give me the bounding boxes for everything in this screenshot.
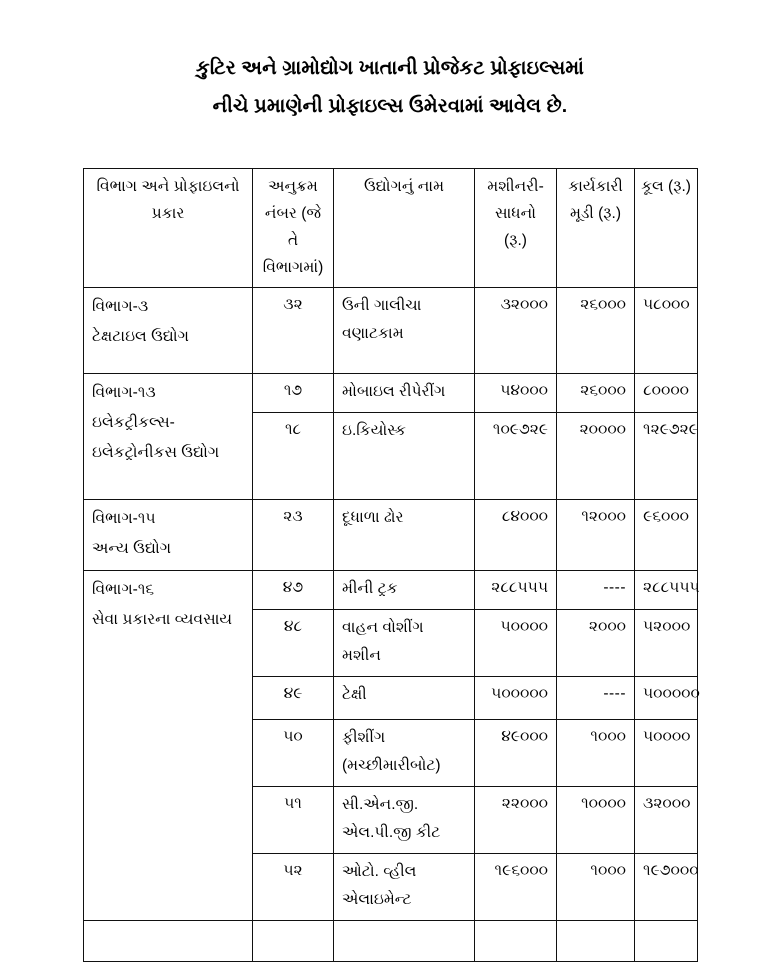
industry-name-line: મોબાઇલ રીપેરીંગ [342,383,446,400]
department-line: ઇલેકટ્રીકલ્સ- [92,414,175,431]
cell-working-capital: ૨૬૦૦૦ [557,288,635,374]
cell-working-capital: ૨૦૦૦ [557,610,635,677]
header-line: મશીનરી- [487,178,544,195]
cell-machinery-cost: ૨૨૦૦૦ [475,787,557,854]
industry-name-line: (મચ્છીમારીબોટ) [342,757,441,774]
header-line: મૂડી (રૂ.) [569,205,622,222]
header-line: વિભાગ અને પ્રોફાઇલનો [96,178,240,195]
cell-total-cost: ૧૨૯૭૨૯ [635,413,698,500]
table-header [84,169,698,288]
cell-machinery-cost: ૫૪૦૦૦ [475,374,557,413]
cell-industry-name [334,288,475,374]
table-body [84,288,698,962]
industry-name-line: સી.એન.જી. [342,796,419,813]
cell-total-cost [635,921,698,962]
industry-name-line: ટેક્ષી [342,686,367,703]
header-line: વિભાગમાં) [262,259,324,276]
cell-department [84,921,253,962]
table-row [84,288,698,374]
column-header-total [635,169,698,288]
cell-machinery-cost: ૮૪૦૦૦ [475,500,557,571]
cell-machinery-cost: ૩૨૦૦૦ [475,288,557,374]
column-header-department [84,169,253,288]
cell-total-cost: ૯૬૦૦૦ [635,500,698,571]
cell-machinery-cost: ૨૮૮૫૫૫ [475,571,557,610]
column-header-machinery [475,169,557,288]
industry-name-line: મશીન [342,647,381,664]
industry-name-line: ઇ.કિયોસ્ક [342,422,406,439]
cell-working-capital [557,921,635,962]
cell-serial-number: ૧૮ [253,413,334,500]
cell-total-cost: ૧૯૭૦૦૦ [635,854,698,921]
cell-total-cost: ૫૦૦૦૦ [635,720,698,787]
cell-working-capital: ---- [557,571,635,610]
cell-working-capital: ૨૬૦૦૦ [557,374,635,413]
cell-working-capital: ૧૦૦૦૦ [557,787,635,854]
cell-serial-number: ૫૦ [253,720,334,787]
department-line: ટેક્ષટાઇલ ઉદ્યોગ [92,328,189,345]
industry-name-line: વાહન વોશીંગ [342,619,424,636]
cell-serial-number: ૫૨ [253,854,334,921]
cell-total-cost: ૫૮૦૦૦ [635,288,698,374]
cell-department [84,374,253,500]
cell-industry-name [334,374,475,413]
header-line: સાધનો [494,205,537,222]
industry-name-line: મીની ટ્રક [342,580,398,597]
department-line: સેવા પ્રકારના વ્યવસાય [92,611,233,628]
header-line: પ્રકાર [151,205,185,222]
header-line: કૂલ (રૂ.) [641,178,691,195]
table-row [84,571,698,610]
cell-working-capital: ૧૨૦૦૦ [557,500,635,571]
industry-name-line: ઓટો. વ્હીલ [342,863,417,880]
cell-serial-number [253,921,334,962]
cell-industry-name [334,610,475,677]
cell-machinery-cost: ૧૯૬૦૦૦ [475,854,557,921]
industry-name-line: વણાટકામ [342,325,404,342]
department-line: અન્ય ઉદ્યોગ [92,540,172,557]
cell-total-cost: ૩૨૦૦૦ [635,787,698,854]
cell-department [84,500,253,571]
cell-industry-name [334,571,475,610]
header-line: ઉદ્યોગનું નામ [363,178,445,195]
cell-industry-name [334,787,475,854]
cell-total-cost: ૮૦૦૦૦ [635,374,698,413]
cell-serial-number: ૩૨ [253,288,334,374]
table-row [84,374,698,413]
cell-machinery-cost: ૪૯૦૦૦ [475,720,557,787]
header-line: (રૂ.) [504,232,527,249]
industry-name-line: ફીશીંગ [342,729,386,746]
table-row [84,500,698,571]
department-line: વિભાગ-૧૫ [92,510,156,527]
department-line: ઇલેકટ્રોનીકસ ઉદ્યોગ [92,444,220,461]
cell-machinery-cost: ૫૦૦૦૦૦ [475,677,557,720]
profiles-table-container [83,168,700,962]
cell-total-cost: ૫૨૦૦૦ [635,610,698,677]
cell-total-cost: ૫૦૦૦૦૦ [635,677,698,720]
column-header-serial-number [253,169,334,288]
cell-serial-number: ૪૯ [253,677,334,720]
page-title [0,52,780,123]
industry-name-line: એલાઇમેન્ટ [342,891,412,908]
header-line: નંબર (જે તે [264,205,322,249]
cell-serial-number: ૧૭ [253,374,334,413]
cell-industry-name [334,500,475,571]
profiles-table [83,168,698,962]
industry-name-line: એલ.પી.જી કીટ [342,824,441,841]
title-line-2: નીચે પ્રમાણેની પ્રોફાઇલ્સ ઉમેરવામાં આવેલ છે. [212,95,568,117]
column-header-industry-name [334,169,475,288]
cell-industry-name [334,677,475,720]
cell-industry-name [334,921,475,962]
column-header-working-capital [557,169,635,288]
cell-machinery-cost [475,921,557,962]
cell-serial-number: ૨૩ [253,500,334,571]
header-line: કાર્યકારી [568,178,623,195]
cell-serial-number: ૪૮ [253,610,334,677]
industry-name-line: દૂધાળા ઢોર [342,509,404,526]
cell-working-capital: ૨૦૦૦૦ [557,413,635,500]
industry-name-line: ઉની ગાલીચા [342,297,422,314]
cell-department [84,288,253,374]
cell-industry-name [334,720,475,787]
cell-serial-number: ૫૧ [253,787,334,854]
header-line: અનુક્રમ [268,178,318,195]
cell-working-capital: ૧૦૦૦ [557,720,635,787]
cell-industry-name [334,854,475,921]
cell-working-capital: ૧૦૦૦ [557,854,635,921]
table-header-row [84,169,698,288]
department-line: વિભાગ-૧૩ [92,384,156,401]
cell-serial-number: ૪૭ [253,571,334,610]
cell-machinery-cost: ૧૦૯૭૨૯ [475,413,557,500]
department-line: વિભાગ-૧૬ [92,581,155,598]
cell-machinery-cost: ૫૦૦૦૦ [475,610,557,677]
table-row-empty [84,921,698,962]
cell-working-capital: ---- [557,677,635,720]
cell-total-cost: ૨૮૮૫૫૫ [635,571,698,610]
title-line-1: કુટિર અને ગ્રામોદ્યોગ ખાતાની પ્રોજેકટ પ્રોફાઇલ્સમાં [195,57,585,79]
cell-industry-name [334,413,475,500]
department-line: વિભાગ-૩ [92,298,149,315]
cell-department [84,571,253,921]
